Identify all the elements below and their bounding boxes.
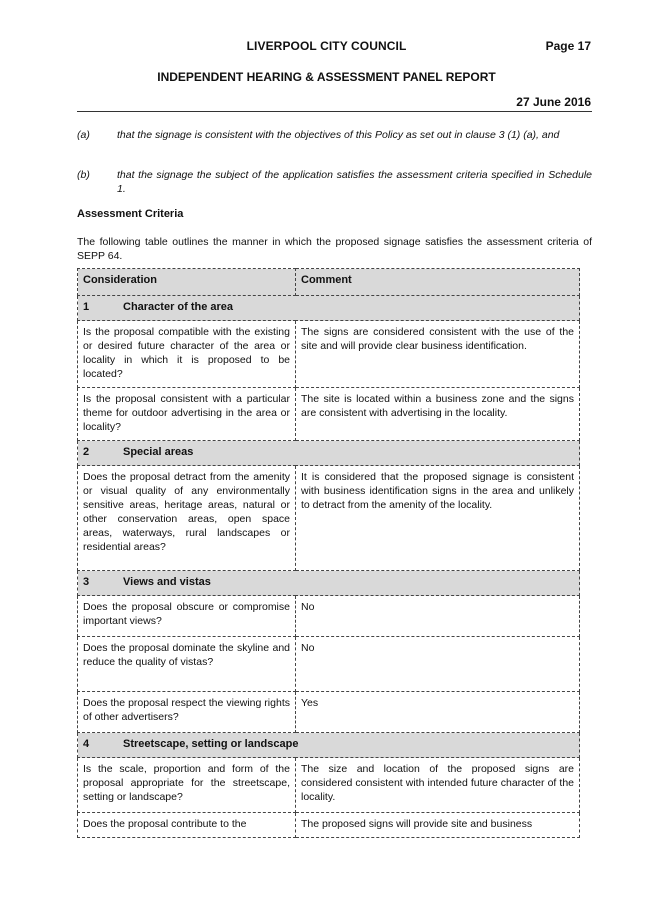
comment-cell: Yes	[296, 692, 580, 733]
section-title: Streetscape, setting or landscape	[123, 738, 299, 750]
consideration-cell: Is the proposal consistent with a particular theme for outdoor advertising in the area or locality?	[78, 388, 296, 441]
table-row	[78, 758, 580, 813]
header-divider	[77, 111, 592, 112]
assessment-criteria-table	[77, 268, 580, 838]
consideration-cell: Does the proposal contribute to the	[78, 813, 296, 838]
section-number: 1	[83, 301, 90, 313]
column-header-comment: Comment	[296, 269, 580, 296]
clause-text: that the signage the subject of the application satisfies the assessment criteria specified in Schedule 1.	[117, 169, 592, 195]
column-header-consideration: Consideration	[78, 269, 296, 296]
table-row	[78, 813, 580, 838]
comment-cell: It is considered that the proposed signage is consistent with business identification signs in the area and unlikely to detract from the amenity of the locality.	[296, 466, 580, 571]
consideration-cell: Is the proposal compatible with the existing or desired future character of the area or locality in which it is proposed to be located?	[78, 321, 296, 388]
clause-a	[77, 128, 592, 158]
comment-cell: The size and location of the proposed signs are considered consistent with intended future character of the locality.	[296, 758, 580, 813]
clause-label: (b)	[77, 169, 90, 181]
section-title: Views and vistas	[123, 576, 211, 588]
table-row	[78, 321, 580, 388]
table-header-row	[78, 269, 580, 296]
clause-text: that the signage is consistent with the objectives of this Policy as set out in clause 3 (1) (a), and	[117, 129, 560, 141]
comment-cell: The site is located within a business zone and the signs are consistent with advertising in the locality.	[296, 388, 580, 441]
intro-paragraph: The following table outlines the manner in which the proposed signage satisfies the assessment criteria of SEPP 64.	[77, 236, 592, 262]
table-row	[78, 466, 580, 571]
comment-cell: The signs are considered consistent with the use of the site and will provide clear business identification.	[296, 321, 580, 388]
section-title: Special areas	[123, 446, 194, 458]
table-row	[78, 692, 580, 733]
comment-cell: The proposed signs will provide site and business	[296, 813, 580, 838]
section-row	[78, 441, 580, 466]
consideration-cell: Is the scale, proportion and form of the proposal appropriate for the streetscape, setting or landscape?	[78, 758, 296, 813]
table-row	[78, 596, 580, 637]
page-number: Page 17	[545, 39, 591, 53]
section-row	[78, 296, 580, 321]
section-heading: Assessment Criteria	[77, 208, 184, 220]
organization-name: LIVERPOOL CITY COUNCIL	[246, 39, 407, 53]
table-row	[78, 637, 580, 692]
comment-cell: No	[296, 637, 580, 692]
section-row	[78, 733, 580, 758]
clause-b	[77, 168, 592, 198]
section-number: 2	[83, 446, 90, 458]
table-row	[78, 388, 580, 441]
section-row	[78, 571, 580, 596]
report-title: INDEPENDENT HEARING & ASSESSMENT PANEL REPORT	[157, 70, 496, 84]
consideration-cell: Does the proposal obscure or compromise important views?	[78, 596, 296, 637]
report-date: 27 June 2016	[516, 95, 591, 109]
clause-label: (a)	[77, 129, 90, 141]
consideration-cell: Does the proposal detract from the amenity or visual quality of any environmentally sensitive areas, heritage areas, natural or other conservation areas, open space areas, waterways, rural landscapes or residential areas?	[78, 466, 296, 571]
section-number: 4	[83, 738, 90, 750]
section-title: Character of the area	[123, 301, 234, 313]
consideration-cell: Does the proposal respect the viewing rights of other advertisers?	[78, 692, 296, 733]
comment-cell: No	[296, 596, 580, 637]
section-number: 3	[83, 576, 90, 588]
consideration-cell: Does the proposal dominate the skyline and reduce the quality of vistas?	[78, 637, 296, 692]
